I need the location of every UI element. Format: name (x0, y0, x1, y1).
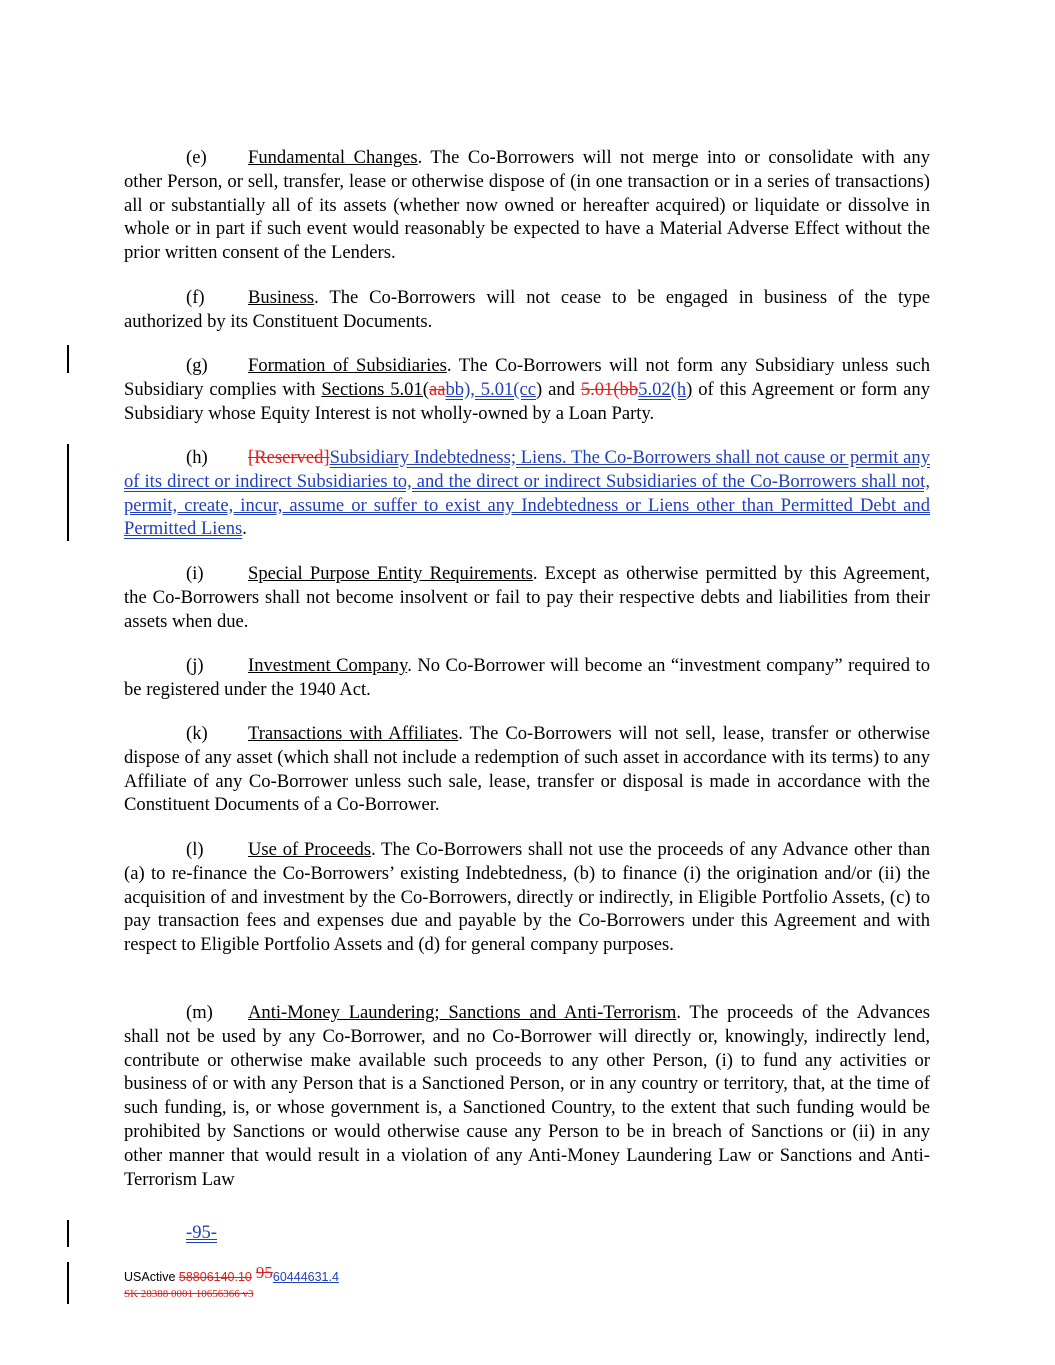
inserted-text: bb), 5.01(cc (445, 378, 537, 400)
footer-prefix: USActive (124, 1270, 179, 1284)
section-label: (k) (186, 723, 208, 744)
section-label: (h) (186, 447, 208, 468)
section-heading: Use of Proceeds (248, 839, 372, 860)
change-bar-page-number (67, 1220, 69, 1247)
section-reference: ) (686, 378, 693, 400)
section-label: (l) (186, 839, 204, 860)
section-g (124, 354, 930, 425)
section-heading: Investment Company (248, 655, 408, 676)
change-bar-h (67, 444, 69, 541)
footer-old-sk-id: SK 28388 0001 10656366 v3 (124, 1288, 254, 1300)
inserted-text: Subsidiary Indebtedness; Liens. The Co-Borrowers shall not cause or permit any of its direct or indirect Subsidiaries to, and the direct or indirect Subsidiaries of the Co-Borrowers shall not, permit, create, incur, assume or suffer to exist any Indebtedness or Liens other than Permitted Debt and Permitted Liens (124, 447, 930, 540)
section-label: (i) (186, 563, 204, 584)
section-body: . The Co-Borrowers will not sell, lease, transfer or otherwise dispose of any asset (which shall not include a redemption of such asset in accordance with its terms) to any Affiliate of any Co-Borrower unless such sale, lease, transfer or disposal is made in accordance with the Constituent Documents of a Co-Borrower. (124, 723, 931, 816)
section-l (124, 838, 930, 957)
footer-old-page: 95 (255, 1263, 273, 1282)
section-label: (j) (186, 655, 204, 676)
section-body: and (542, 378, 581, 400)
footer-old-doc-id: 58806140.10 (178, 1270, 252, 1284)
section-body: . The Co-Borrowers will not form any Subsidiary unless such Subsidiary complies with (124, 355, 930, 400)
section-body: . The Co-Borrowers will not merge into or consolidate with any other Person, or sell, transfer, lease or otherwise dispose of (in one transaction or in a series of transactions) all or substantially all of its assets (whether now owned or hereafter acquired) or liquidate or dissolve in whole or in part if such event would reasonably be expected to have a Material Adverse Effect without the prior written consent of the Lenders. (124, 147, 931, 264)
section-body: of this Agreement or form any Subsidiary whose Equity Interest is not wholly-owned by a Loan Party. (124, 378, 930, 424)
section-h (124, 446, 930, 541)
section-label: (m) (186, 1002, 213, 1023)
section-m (124, 1001, 930, 1191)
change-bar-g (67, 345, 69, 373)
section-heading: Fundamental Changes (248, 147, 418, 168)
section-j (124, 654, 930, 702)
section-heading: Transactions with Affiliates (248, 723, 459, 744)
section-label: (f) (186, 287, 205, 308)
inserted-text: 5.02(h (638, 378, 687, 400)
deleted-text: [Reserved] (248, 447, 330, 468)
section-body: . No Co-Borrower will become an “investment company” required to be registered under the 1940 Act. (124, 655, 930, 700)
section-reference: Sections 5.01( (321, 378, 429, 400)
section-heading: Anti-Money Laundering; Sanctions and Anti-Terrorism (248, 1002, 677, 1023)
page-number-text: -95- (186, 1222, 217, 1243)
section-heading: Special Purpose Entity Requirements (248, 563, 533, 584)
footer-doc-id (124, 1263, 339, 1285)
deleted-text: 5.01(bb (580, 378, 639, 400)
section-f (124, 286, 930, 334)
section-label: (g) (186, 355, 208, 376)
section-body: . The Co-Borrowers will not cease to be engaged in business of the type authorized by its Constituent Documents. (124, 287, 930, 332)
section-i (124, 562, 930, 633)
section-body: . The proceeds of the Advances shall not be used by any Co-Borrower, and no Co-Borrower will directly or, knowingly, indirectly lend, contribute or otherwise make available such proceeds to any other Person, (i) to fund any activities or business of or with any Person that is a Sanctioned Person, or in any country or territory, that, at the time of such funding, is, or whose government is, a Sanctioned Country, to the extent that such funding would be prohibited by Sanctions or would otherwise cause any Person to be in breach of Sanctions or (ii) in any other manner that would result in a violation of any Anti-Money Laundering Law or Sanctions and Anti-Terrorism Law (124, 1002, 930, 1190)
deleted-text: aa (428, 378, 446, 400)
section-label: (e) (186, 147, 207, 168)
section-heading: Business (248, 287, 315, 308)
section-k (124, 722, 930, 817)
page-number (124, 1222, 217, 1244)
section-body: . (242, 518, 247, 540)
change-bar-footer (67, 1262, 69, 1304)
section-heading: Formation of Subsidiaries (248, 355, 447, 376)
footer-new-doc-id: 60444631.4 (272, 1270, 339, 1284)
section-reference: ) (536, 378, 543, 400)
section-e (124, 146, 930, 265)
section-body: . Except as otherwise permitted by this Agreement, the Co-Borrowers shall not become insolvent or fail to pay their respective debts and liabilities from their assets when due. (124, 563, 930, 632)
section-body: . The Co-Borrowers shall not use the proceeds of any Advance other than (a) to re-finance the Co-Borrowers’ existing Indebtedness, (b) to finance (i) the origination and/or (ii) the acquisition of and investment by the Co-Borrowers, directly or indirectly, in Eligible Portfolio Assets, (c) to pay transaction fees and expenses due and payable by the Co-Borrowers under this Agreement and with respect to Eligible Portfolio Assets and (d) for general company purposes. (124, 839, 931, 956)
